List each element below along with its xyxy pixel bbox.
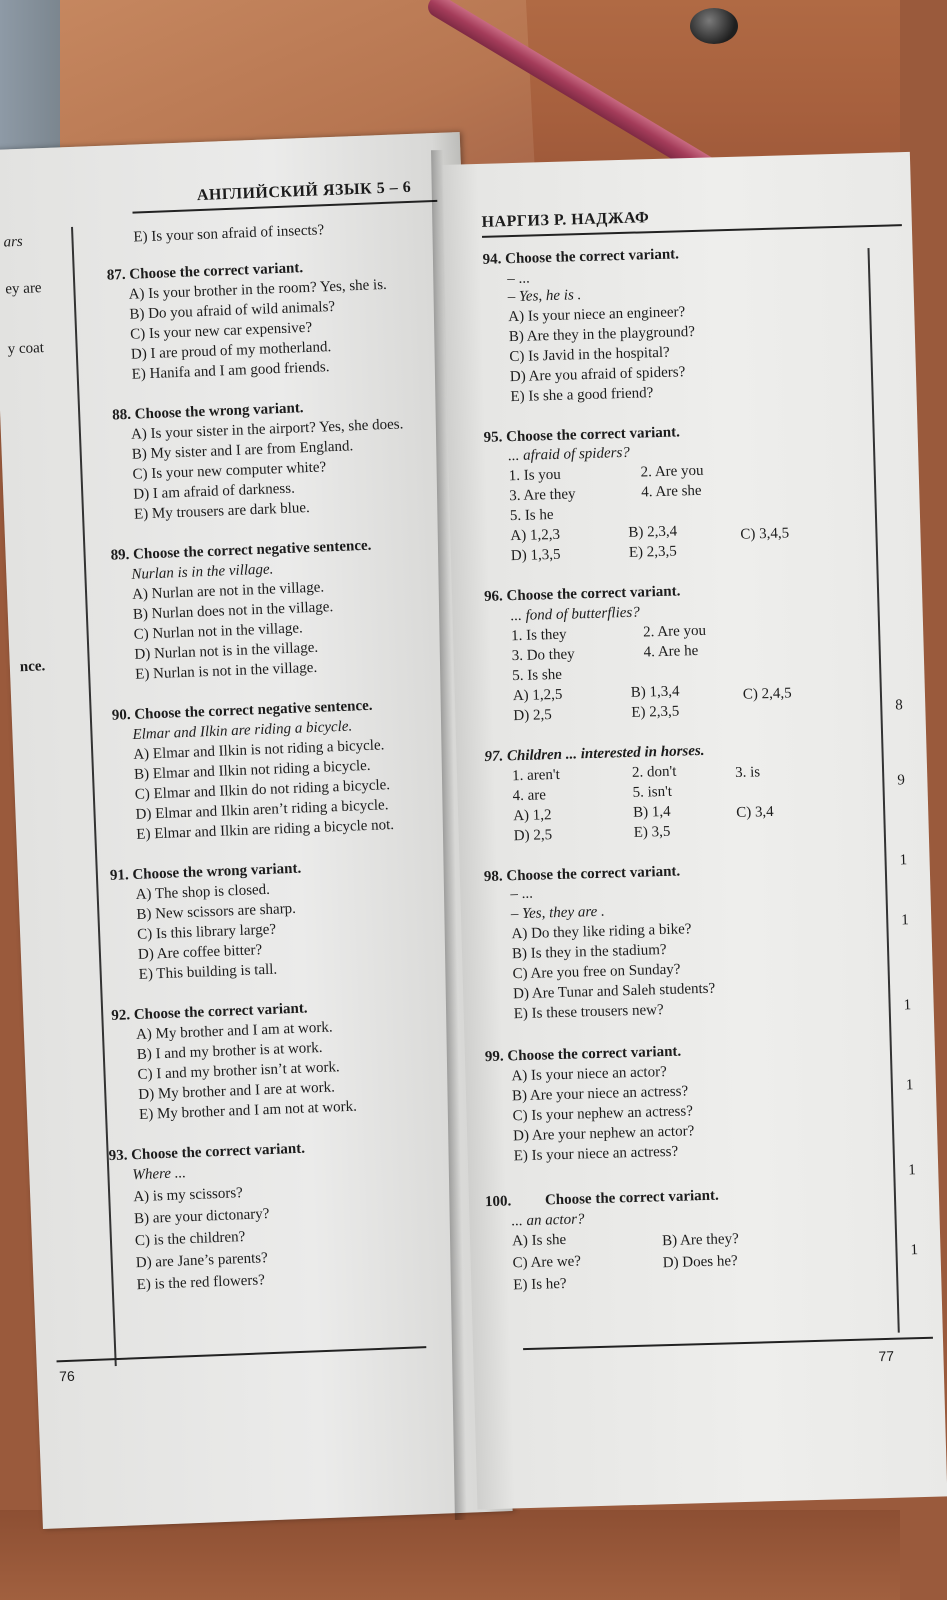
option-line: A) The shop is closed. xyxy=(135,881,271,903)
option-line: C) is the children? xyxy=(134,1229,246,1250)
left-page-header: АНГЛИЙСКИЙ ЯЗЫК 5 – 6 xyxy=(196,178,412,205)
option-line: C) Is this library large? xyxy=(136,921,277,943)
answer-line: B) 2,3,4 xyxy=(628,523,678,541)
answer-line: B) 1,3,4 xyxy=(630,683,680,701)
option-line: E) Is these trousers new? xyxy=(513,1002,664,1023)
option-line: E) Is your son afraid of insects? xyxy=(133,222,325,246)
margin-fragment: 1 xyxy=(908,1162,916,1179)
question-title: 98. Choose the correct variant. xyxy=(483,863,681,886)
page-number: 76 xyxy=(58,1367,75,1385)
column-divider xyxy=(867,248,899,1333)
answer-line: C) 2,4,5 xyxy=(742,685,792,703)
item-line: 2. don't xyxy=(631,763,677,781)
option-line: E) Nurlan is not in the village. xyxy=(134,659,318,683)
option-line: A) Is your brother in the room? Yes, she is. xyxy=(128,276,388,303)
answer-line: B) Are they? xyxy=(661,1231,739,1250)
option-line: D) Are you afraid of spiders? xyxy=(509,364,686,386)
question-title: 93. Choose the correct variant. xyxy=(108,1140,306,1165)
item-line: 3. is xyxy=(734,764,761,781)
option-line: E) Hanifa and I am good friends. xyxy=(131,359,330,383)
answer-line: E) 2,3,5 xyxy=(631,703,680,721)
option-line: B) Do you afraid of wild animals? xyxy=(129,298,336,323)
option-line: A) Nurlan are not in the village. xyxy=(131,579,325,603)
answer-line: C) 3,4,5 xyxy=(740,525,790,543)
answer-line: A) 1,2,3 xyxy=(510,526,561,545)
question-title: 95. Choose the correct variant. xyxy=(483,424,681,446)
question-title: 96. Choose the correct variant. xyxy=(483,583,681,605)
item-line: 4. Are he xyxy=(643,642,699,661)
dialog-line: – Yes, he is . xyxy=(507,287,582,306)
item-line: 4. are xyxy=(512,787,547,805)
item-line: 5. Is she xyxy=(512,666,563,685)
item-line: 4. Are she xyxy=(640,482,702,501)
question-title: 88. Choose the wrong variant. xyxy=(111,400,304,424)
option-line: A) Elmar and Ilkin is not riding a bicycle. xyxy=(133,737,385,763)
option-line: C) Nurlan not in the village. xyxy=(133,620,304,643)
margin-fragment: y coat xyxy=(7,340,45,358)
question-prompt: Where ... xyxy=(132,1165,187,1184)
right-page xyxy=(440,152,947,1510)
option-line: D) Elmar and Ilkin aren’t riding a bicycle. xyxy=(135,797,389,823)
question-title: 89. Choose the correct negative sentence. xyxy=(110,537,372,564)
option-line: E) Elmar and Ilkin are riding a bicycle not. xyxy=(136,816,395,843)
item-line: 1. Is they xyxy=(510,626,567,645)
margin-fragment: 1 xyxy=(899,852,908,869)
margin-fragment: ars xyxy=(3,233,24,251)
margin-fragment: ey are xyxy=(5,280,42,298)
answer-line: E) 2,3,5 xyxy=(628,543,678,561)
option-line: E) is the red flowers? xyxy=(136,1272,266,1294)
option-line: A) Is your niece an actor? xyxy=(511,1064,667,1085)
option-line: C) I and my brother isn’t at work. xyxy=(137,1059,340,1084)
question-prompt: Nurlan is in the village. xyxy=(131,561,274,583)
footer-rule xyxy=(523,1337,933,1350)
margin-fragment: 1 xyxy=(903,997,912,1014)
option-line: A) Do they like riding a bike? xyxy=(511,921,692,943)
option-line: E) Is your niece an actress? xyxy=(513,1143,679,1165)
margin-fragment: 9 xyxy=(897,772,906,789)
answer-line: A) 1,2,5 xyxy=(512,686,563,705)
option-line: B) Elmar and Ilkin not riding a bicycle. xyxy=(133,757,371,783)
margin-fragment: 1 xyxy=(910,1242,919,1259)
round-object-image xyxy=(690,8,738,44)
question-prompt: ... an actor? xyxy=(511,1211,585,1230)
option-line: C) Is Javid in the hospital? xyxy=(509,344,670,366)
question-number: 100. xyxy=(484,1193,512,1211)
option-line: E) Is she a good friend? xyxy=(510,385,654,406)
right-page-header: НАРГИЗ Р. НАДЖАФ xyxy=(481,209,650,231)
answer-line: E) 3,5 xyxy=(633,823,671,841)
dialog-line: – ... xyxy=(510,885,534,903)
question-title: 91. Choose the wrong variant. xyxy=(109,860,302,884)
option-line: B) Is they in the stadium? xyxy=(511,941,667,963)
option-line: D) I are proud of my motherland. xyxy=(130,339,332,363)
option-line: A) My brother and I am at work. xyxy=(135,1019,333,1044)
option-line: C) Is your nephew an actress? xyxy=(512,1103,694,1125)
option-line: B) I and my brother is at work. xyxy=(136,1039,323,1064)
answer-line: D) Does he? xyxy=(662,1253,738,1272)
item-line: 2. Are you xyxy=(640,462,704,481)
option-line: D) Are your nephew an actor? xyxy=(512,1123,695,1145)
option-line: C) Is your new computer white? xyxy=(132,459,327,483)
dialog-line: – Yes, they are . xyxy=(510,903,606,923)
answer-line: C) Are we? xyxy=(512,1253,582,1272)
answer-line: A) 1,2 xyxy=(512,807,552,825)
option-line: D) are Jane’s parents? xyxy=(135,1250,269,1272)
question-prompt: ... afraid of spiders? xyxy=(507,444,631,465)
answer-line: B) 1,4 xyxy=(632,803,671,821)
option-line: D) Are Tunar and Saleh students? xyxy=(512,980,716,1003)
option-line: B) Are they in the playground? xyxy=(508,323,696,346)
question-prompt: ... fond of butterflies? xyxy=(510,604,640,625)
option-line: A) Is your sister in the airport? Yes, she does. xyxy=(130,416,404,443)
dialog-line: – ... xyxy=(506,270,530,288)
column-divider xyxy=(71,227,116,1366)
question-title: 90. Choose the correct negative sentence. xyxy=(111,697,373,724)
item-line: 1. Is you xyxy=(508,466,562,485)
option-line: D) Nurlan not is in the village. xyxy=(134,639,319,663)
option-line: C) Are you free on Sunday? xyxy=(512,961,681,983)
answer-line: D) 1,3,5 xyxy=(510,546,561,565)
page-number: 77 xyxy=(878,1347,895,1365)
question-title: 92. Choose the correct variant. xyxy=(111,1000,308,1024)
option-line: E) My brother and I am not at work. xyxy=(138,1098,358,1123)
answer-line: D) 2,5 xyxy=(513,827,553,845)
margin-fragment: 1 xyxy=(905,1077,914,1094)
option-line: D) Are coffee bitter? xyxy=(137,942,263,963)
margin-fragment: 1 xyxy=(901,912,909,929)
option-line: A) is my scissors? xyxy=(133,1185,244,1206)
item-line: 3. Are they xyxy=(509,486,576,505)
option-line: E) My trousers are dark blue. xyxy=(133,499,311,523)
item-line: 1. aren't xyxy=(511,766,560,785)
item-line: 2. Are you xyxy=(642,622,707,641)
option-line: E) This building is tall. xyxy=(138,961,278,983)
header-rule xyxy=(132,200,437,213)
answer-line: E) Is he? xyxy=(513,1275,567,1294)
option-line: B) My sister and I are from England. xyxy=(131,438,354,463)
option-line: B) Are your niece an actress? xyxy=(511,1083,689,1105)
option-line: B) New scissors are sharp. xyxy=(136,900,297,923)
item-line: 3. Do they xyxy=(511,646,575,665)
question-title: Choose the correct variant. xyxy=(544,1187,719,1209)
answer-line: D) 2,5 xyxy=(513,707,552,725)
footer-rule xyxy=(57,1346,427,1362)
option-line: C) Elmar and Ilkin do not riding a bicycle. xyxy=(134,777,391,803)
option-line: A) Is your niece an engineer? xyxy=(508,304,686,326)
item-line: 5. Is he xyxy=(509,506,554,525)
question-prompt: Elmar and Ilkin are riding a bicycle. xyxy=(132,718,353,743)
question-title: 94. Choose the correct variant. xyxy=(482,246,680,268)
margin-fragment: nce. xyxy=(19,658,46,676)
question-title: 99. Choose the correct variant. xyxy=(484,1043,682,1066)
desk-corner xyxy=(0,0,60,150)
answer-line: C) 3,4 xyxy=(735,803,774,821)
option-line: B) are your dictonary? xyxy=(133,1206,270,1228)
margin-fragment: 8 xyxy=(895,697,903,714)
question-title: 87. Choose the correct variant. xyxy=(106,260,304,284)
option-line: D) I am afraid of darkness. xyxy=(133,480,296,503)
option-line: C) Is your new car expensive? xyxy=(129,319,313,343)
item-line: 5. isn't xyxy=(632,783,673,801)
option-line: B) Nurlan does not in the village. xyxy=(132,599,334,623)
question-title: 97. Children ... interested in horses. xyxy=(484,742,705,765)
option-line: D) My brother and I are at work. xyxy=(138,1079,336,1103)
answer-line: A) Is she xyxy=(511,1231,567,1250)
